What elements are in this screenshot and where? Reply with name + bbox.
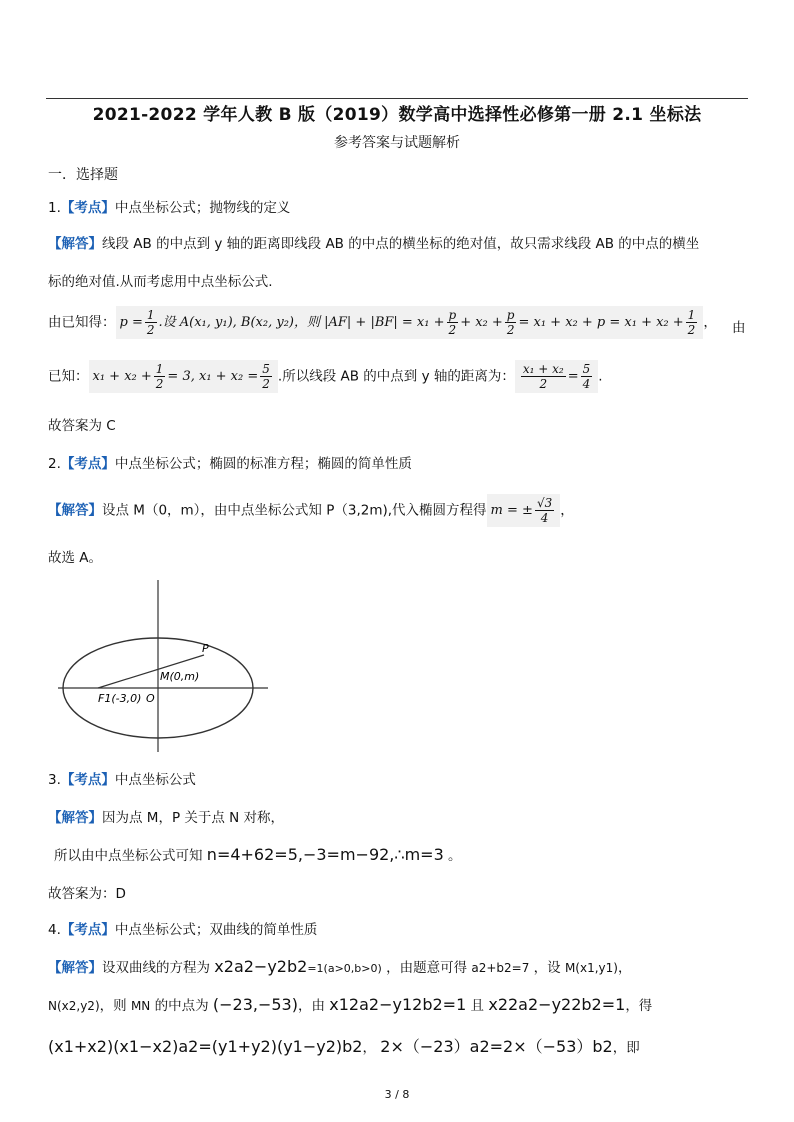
q3-jieda-line1: 【解答】因为点 M，P 关于点 N 对称，	[48, 810, 285, 826]
q4-jieda-line2: N(x2,y2)，则 MN 的中点为 (−23,−53)，由 x12a2−y12b2=1 且 x22a2−y22b2=1，得	[48, 995, 653, 1014]
page-number: 3 / 8	[384, 1088, 410, 1101]
section-heading: 一．选择题	[48, 167, 118, 183]
q2-jieda-line1: 【解答】设点 M（0，m），由中点坐标公式知 P（3,2m),代入椭圆方程得 m = ± $\frac{√3}{4}$ ，	[48, 496, 574, 525]
header-rule	[46, 98, 748, 99]
q3-kaodian: 3.【考点】中点坐标公式	[48, 772, 196, 788]
label-p: P	[202, 642, 209, 655]
q4-kaodian: 4.【考点】中点坐标公式；双曲线的简单性质	[48, 922, 318, 938]
q1-jieda-line1: 【解答】线段 AB 的中点到 y 轴的距离即线段 AB 的中点的横坐标的绝对值，故只需求线段 AB 的中点的横坐	[48, 236, 700, 252]
q1-jieda-line3: 由已知得： p = $\frac{1}{2}$ .设 A(x₁, y₁), B(x₂, y₂)，则 |AF| + |BF| = x₁ + $\frac{p}{2}$ + x₂ + $\frac{p}{2}$ = x₁ + x₂ + p = x₁ + x₂ + $\frac{1}{2}$ ，	[48, 308, 717, 337]
q4-jieda-line3: (x1+x2)(x1−x2)a2=(y1+y2)(y1−y2)b2， 2×（−23）a2=2×（−53）b2，即	[48, 1037, 640, 1056]
label-m: M(0,m)	[160, 670, 200, 683]
q4-jieda-line1: 【解答】设双曲线的方程为 x2a2−y2b2=1(a>0,b>0) ，由题意可得 a2+b2=7 ，设 M(x1,y1)，	[48, 957, 632, 976]
ellipse-figure	[56, 576, 276, 756]
q1-jieda-line4: 已知： x₁ + x₂ + $\frac{1}{2}$ = 3, x₁ + x₂ = $\frac{5}{2}$ .所以线段 AB 的中点到 y 轴的距离为： $\frac{\text{x₁ + x₂}}{2}$ = $\frac{5}{4}$ .	[48, 362, 603, 391]
q3-answer: 故答案为：D	[48, 886, 126, 902]
label-o: O	[146, 692, 155, 705]
label-f1: F1(-3,0)	[98, 692, 142, 705]
q3-jieda-line2: 所以由中点坐标公式可知 n=4+62=5,−3=m−92,∴m=3 。	[54, 845, 462, 864]
q1-answer: 故答案为 C	[48, 418, 116, 434]
q2-answer: 故选 A。	[48, 550, 103, 566]
q2-kaodian: 2.【考点】中点坐标公式；椭圆的标准方程；椭圆的简单性质	[48, 456, 412, 472]
q1-jieda-line2: 标的绝对值.从而考虑用中点坐标公式.	[48, 274, 273, 290]
page-subtitle: 参考答案与试题解析	[334, 135, 460, 151]
page-title: 2021-2022 学年人教 B 版（2019）数学高中选择性必修第一册 2.1 坐标法	[92, 105, 702, 125]
q1-kaodian: 1.【考点】中点坐标公式；抛物线的定义	[48, 200, 291, 216]
q1-line3-tail: 由	[732, 320, 746, 336]
